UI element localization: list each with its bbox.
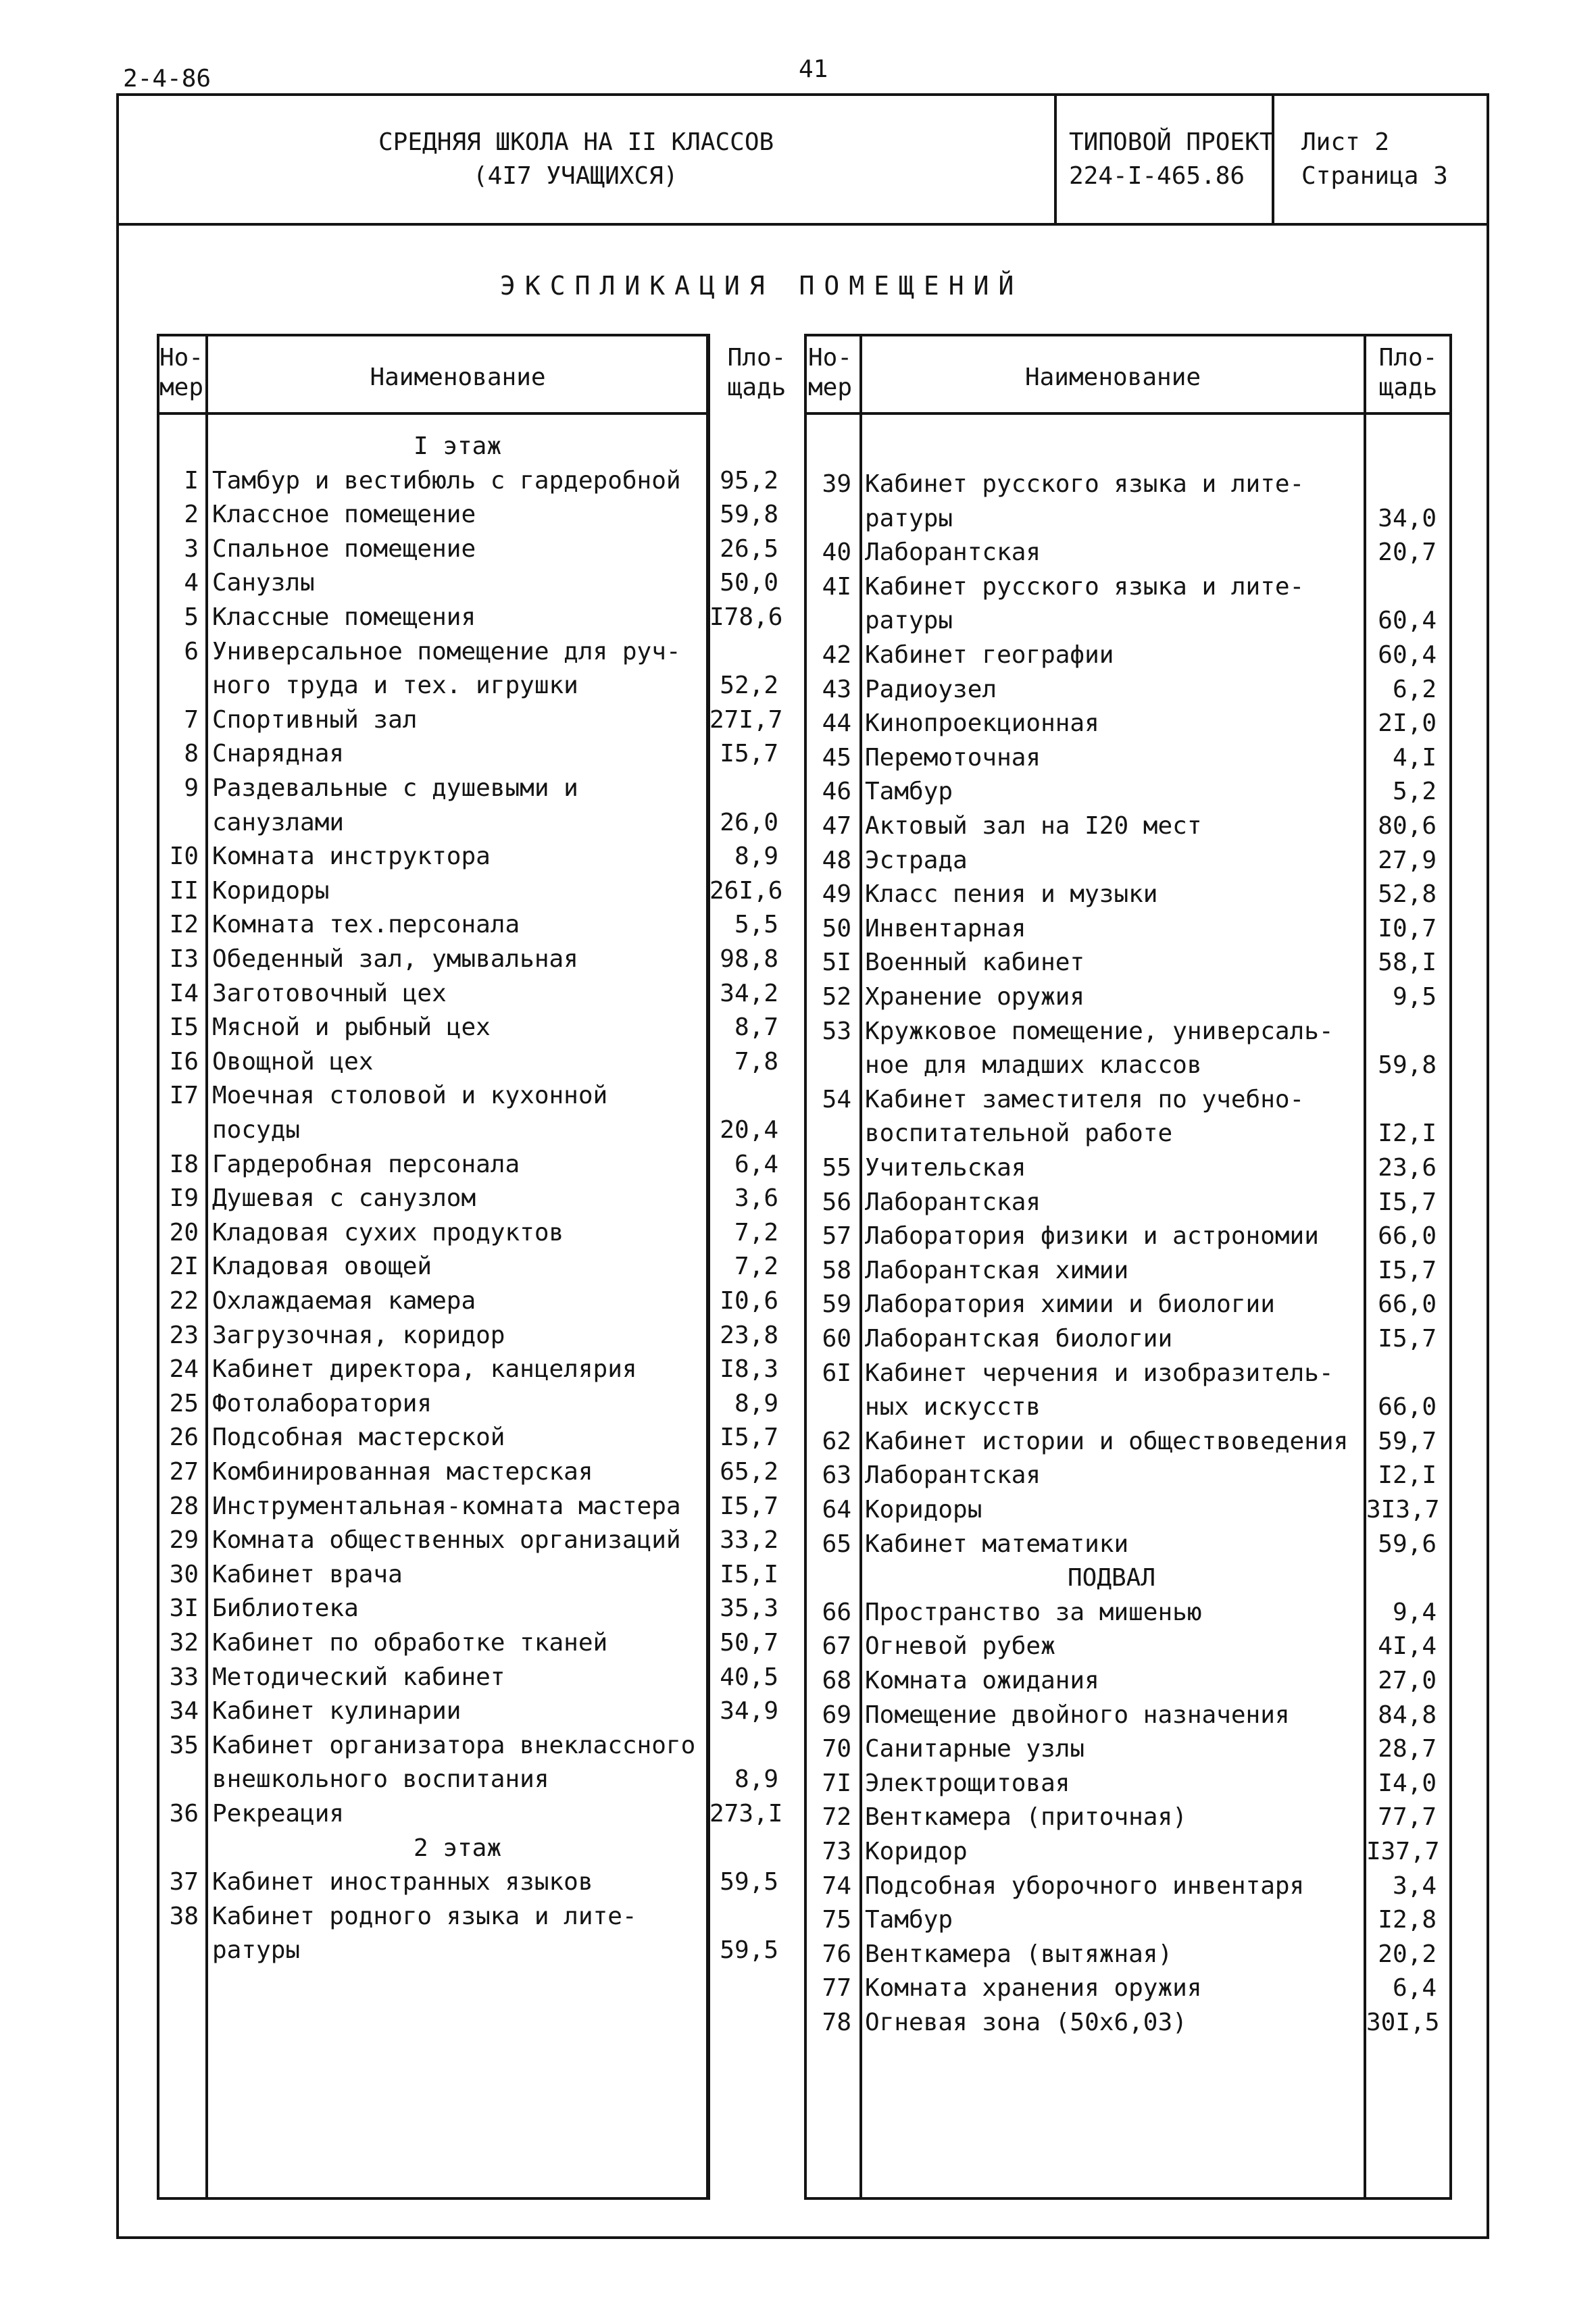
room-area: 6,2 — [1392, 675, 1437, 703]
row-number: 2I — [169, 1253, 199, 1281]
room-name: Лаборантская биологии — [865, 1325, 1173, 1353]
room-area: 7,8 — [734, 1047, 778, 1076]
row-number: 49 — [822, 880, 851, 909]
row-number: 74 — [822, 1871, 851, 1900]
room-area: 35,3 — [720, 1594, 778, 1623]
row-number: 55 — [822, 1154, 851, 1182]
room-name: Комбинированная мастерская — [212, 1458, 593, 1486]
room-name: Классное помещение — [212, 501, 476, 529]
room-name: Кладовая овощей — [212, 1253, 432, 1281]
room-area: I5,7 — [720, 740, 778, 768]
row-number: 2 — [184, 501, 199, 529]
row-number: 8 — [184, 740, 199, 768]
right-header-num: Но- мер — [808, 344, 853, 401]
row-number: 4I — [822, 572, 851, 601]
room-area: 4,I — [1392, 743, 1437, 772]
room-area: 3,4 — [1392, 1871, 1437, 1900]
room-area: 66,0 — [1378, 1222, 1437, 1251]
room-area: 7,2 — [734, 1218, 778, 1247]
room-area: 20,2 — [1378, 1940, 1437, 1968]
room-name: Учительская — [865, 1154, 1026, 1182]
room-name: Помещение двойного назначения — [865, 1701, 1290, 1729]
room-name: Кабинет математики — [865, 1530, 1129, 1558]
row-number: 68 — [822, 1667, 851, 1694]
row-number: 65 — [822, 1530, 851, 1558]
room-area: I8,3 — [720, 1355, 778, 1384]
room-name: Кабинет заместителя по учебно- — [865, 1085, 1305, 1113]
room-name: Огневой рубеж — [865, 1632, 1055, 1661]
room-area: 60,4 — [1378, 607, 1437, 635]
room-name: Комната хранения оружия — [865, 1974, 1202, 2003]
room-area: I5,7 — [720, 1492, 778, 1520]
room-name: Коридоры — [865, 1496, 982, 1524]
row-number: 38 — [169, 1902, 199, 1930]
row-number: 22 — [169, 1287, 199, 1315]
room-name: Эстрада — [865, 846, 968, 874]
room-area: 28,7 — [1378, 1735, 1437, 1763]
row-number: 39 — [822, 470, 851, 498]
room-name: Кабинет географии — [865, 641, 1114, 669]
room-name: Загрузочная, коридор — [212, 1321, 505, 1349]
room-area: I5,7 — [1378, 1188, 1437, 1216]
row-number: 3I — [169, 1594, 199, 1623]
row-number: 75 — [822, 1906, 851, 1934]
room-area: I2,8 — [1378, 1906, 1437, 1934]
room-name: Комната ожидания — [865, 1667, 1099, 1694]
room-area: 59,5 — [720, 1868, 778, 1896]
room-name: Лаборантская — [865, 538, 1041, 567]
row-number: I — [184, 466, 199, 495]
room-area: 40,5 — [720, 1663, 778, 1691]
room-name: Венткамера (приточная) — [865, 1803, 1187, 1832]
row-number: I9 — [169, 1184, 199, 1213]
room-name: Лаборатория физики и астрономии — [865, 1222, 1319, 1251]
right-header-area: Пло- щадь — [1378, 344, 1438, 401]
room-name: Кабинет истории и обществоведения — [865, 1427, 1349, 1455]
left-col-divider-num — [205, 334, 208, 2200]
room-name: Хранение оружия — [865, 983, 1085, 1011]
room-name: Раздевальные с душевыми и — [212, 774, 578, 802]
room-name: Библиотека — [212, 1594, 359, 1623]
row-number: 33 — [169, 1663, 199, 1691]
room-area: 20,7 — [1378, 538, 1437, 567]
room-name: Комната тех.персонала — [212, 911, 520, 939]
row-number: 64 — [822, 1496, 851, 1524]
row-number: 44 — [822, 709, 851, 738]
row-number: 35 — [169, 1731, 199, 1759]
row-number: 36 — [169, 1800, 199, 1828]
room-name: Перемоточная — [865, 743, 1041, 772]
row-number: 4 — [184, 569, 199, 597]
stamp-sheet: Лист 2 — [1301, 128, 1390, 156]
row-number: 27 — [169, 1458, 199, 1486]
row-number: 40 — [822, 538, 851, 567]
row-number: 25 — [169, 1389, 199, 1417]
row-number: 69 — [822, 1701, 851, 1729]
room-name: ных искусств — [865, 1393, 1041, 1422]
room-area: 50,0 — [720, 569, 778, 597]
left-header-num: Но- мер — [159, 344, 204, 401]
row-number: 67 — [822, 1632, 851, 1661]
room-name: Лаборантская химии — [865, 1256, 1129, 1284]
row-number: 77 — [822, 1974, 851, 2003]
section-heading: ПОДВАЛ — [1067, 1564, 1156, 1592]
room-name: Кабинет русского языка и лите- — [865, 572, 1305, 601]
room-area: I4,0 — [1378, 1769, 1437, 1797]
right-col-divider-num — [859, 334, 862, 2200]
row-number: 72 — [822, 1803, 851, 1832]
room-area: 34,0 — [1378, 504, 1437, 532]
room-name: Кабинет родного языка и лите- — [212, 1902, 637, 1930]
room-name: Заготовочный цех — [212, 979, 447, 1007]
row-number: 30 — [169, 1560, 199, 1588]
room-area: 52,2 — [720, 672, 778, 700]
room-name: Кинопроекционная — [865, 709, 1099, 738]
row-number: I5 — [169, 1013, 199, 1042]
room-name: Лаборантская — [865, 1461, 1041, 1490]
room-area: 66,0 — [1378, 1393, 1437, 1422]
room-area: 60,4 — [1378, 641, 1437, 669]
stamp-title-line2: (4I7 УЧАЩИХСЯ) — [473, 162, 678, 190]
room-name: Кабинет организатора внеклассного — [212, 1731, 696, 1759]
room-area: 9,4 — [1392, 1598, 1437, 1626]
row-number: I4 — [169, 979, 199, 1007]
room-area: 27,9 — [1378, 846, 1437, 874]
row-number: 56 — [822, 1188, 851, 1216]
left-header-rule — [157, 412, 709, 415]
room-name: Огневая зона (50х6,03) — [865, 2009, 1187, 2036]
room-area: 5,5 — [734, 911, 778, 939]
row-number: 23 — [169, 1321, 199, 1349]
room-name: Фотолаборатория — [212, 1389, 432, 1417]
room-area: 95,2 — [720, 466, 778, 495]
room-name: Классные помещения — [212, 603, 476, 631]
room-area: 66,0 — [1378, 1290, 1437, 1319]
row-number: 53 — [822, 1017, 851, 1045]
room-name: Класс пения и музыки — [865, 880, 1158, 909]
room-name: Подсобная мастерской — [212, 1424, 505, 1452]
room-name: Кабинет кулинарии — [212, 1697, 462, 1726]
row-number: 47 — [822, 812, 851, 840]
stamp-divider-1 — [1054, 93, 1057, 224]
room-name: Методический кабинет — [212, 1663, 505, 1691]
room-name: Кабинет директора, канцелярия — [212, 1355, 637, 1384]
room-name: Актовый зал на I20 мест — [865, 812, 1202, 840]
room-area: 65,2 — [720, 1458, 778, 1486]
room-name: Тамбур — [865, 778, 953, 806]
room-name: Кабинет по обработке тканей — [212, 1629, 608, 1657]
room-area: 33,2 — [720, 1526, 778, 1555]
row-number: 57 — [822, 1222, 851, 1251]
room-area: 3,6 — [734, 1184, 778, 1213]
room-area: 84,8 — [1378, 1701, 1437, 1729]
stamp-project-number: 224-I-465.86 — [1069, 162, 1245, 190]
room-name: Охлаждаемая камера — [212, 1287, 476, 1315]
row-number: 37 — [169, 1868, 199, 1896]
row-number: 5I — [822, 949, 851, 977]
page-number: 41 — [799, 55, 828, 83]
row-number: 60 — [822, 1325, 851, 1353]
row-number: 29 — [169, 1526, 199, 1555]
row-number: 3 — [184, 534, 199, 563]
room-area: 3I3,7 — [1366, 1496, 1440, 1524]
room-area: 26,5 — [720, 534, 778, 563]
room-name: Спальное помещение — [212, 534, 476, 563]
room-area: 6,4 — [734, 1150, 778, 1178]
room-area: I5,7 — [1378, 1325, 1437, 1353]
room-name: Электрощитовая — [865, 1769, 1070, 1797]
room-area: 50,7 — [720, 1629, 778, 1657]
room-name: внешкольного воспитания — [212, 1765, 549, 1794]
room-name: Кладовая сухих продуктов — [212, 1218, 564, 1247]
right-header-rule — [804, 412, 1452, 415]
room-area: 27,0 — [1378, 1667, 1437, 1694]
row-number: 26 — [169, 1424, 199, 1452]
row-number: 34 — [169, 1697, 199, 1726]
room-area: I2,I — [1378, 1461, 1437, 1490]
room-name: Комната общественных организаций — [212, 1526, 681, 1555]
room-name: Снарядная — [212, 740, 345, 768]
row-number: I2 — [169, 911, 199, 939]
room-name: Обеденный зал, умывальная — [212, 945, 578, 973]
stamp-project-label: ТИПОВОЙ ПРОЕКТ — [1069, 128, 1274, 156]
row-number: 73 — [822, 1838, 851, 1865]
room-area: I5,I — [720, 1560, 778, 1588]
room-name: ное для младших классов — [865, 1051, 1202, 1080]
room-area: 52,8 — [1378, 880, 1437, 909]
room-name: Санузлы — [212, 569, 315, 597]
room-name: Мясной и рыбный цех — [212, 1013, 491, 1042]
row-number: 70 — [822, 1735, 851, 1763]
row-number: 50 — [822, 914, 851, 942]
room-name: Пространство за мишенью — [865, 1598, 1202, 1626]
row-number: I0 — [169, 842, 199, 871]
room-area: 98,8 — [720, 945, 778, 973]
room-area: 34,9 — [720, 1697, 778, 1726]
left-header-area: Пло- щадь — [727, 344, 787, 401]
room-area: 59,8 — [720, 501, 778, 529]
room-name: Военный кабинет — [865, 949, 1085, 977]
row-number: 7 — [184, 705, 199, 734]
section-heading: I этаж — [413, 432, 502, 460]
room-name: Кабинет врача — [212, 1560, 403, 1588]
room-area: 59,8 — [1378, 1051, 1437, 1080]
doc-title: ЭКСПЛИКАЦИЯ ПОМЕЩЕНИЙ — [500, 271, 1024, 301]
room-area: 23,8 — [720, 1321, 778, 1349]
stamp-title-line1: СРЕДНЯЯ ШКОЛА НА II КЛАССОВ — [378, 128, 774, 156]
room-area: 26I,6 — [709, 876, 783, 905]
room-area: I2,I — [1378, 1120, 1437, 1148]
room-name: Санитарные узлы — [865, 1735, 1085, 1763]
room-name: ратуры — [865, 504, 953, 532]
room-area: 77,7 — [1378, 1803, 1437, 1832]
room-area: 273,I — [709, 1800, 783, 1828]
room-name: Рекреация — [212, 1800, 345, 1828]
room-name: санузлами — [212, 808, 345, 836]
room-area: 59,7 — [1378, 1427, 1437, 1455]
room-name: Моечная столовой и кухонной — [212, 1082, 608, 1110]
row-number: 43 — [822, 675, 851, 703]
room-name: посуды — [212, 1116, 301, 1144]
room-area: I0,6 — [720, 1287, 778, 1315]
row-number: 76 — [822, 1940, 851, 1968]
room-name: Радиоузел — [865, 675, 997, 703]
room-area: 26,0 — [720, 808, 778, 836]
room-name: ратуры — [865, 607, 953, 635]
row-number: I6 — [169, 1047, 199, 1076]
room-area: 30I,5 — [1366, 2009, 1440, 2036]
row-number: I7 — [169, 1082, 199, 1110]
row-number: 63 — [822, 1461, 851, 1490]
left-header-name: Наименование — [370, 363, 546, 391]
room-name: Овощной цех — [212, 1047, 374, 1076]
stamp-bottom-rule — [116, 223, 1489, 226]
room-name: Душевая с санузлом — [212, 1184, 476, 1213]
row-number: 62 — [822, 1427, 851, 1455]
row-number: 7I — [822, 1769, 851, 1797]
room-name: Универсальное помещение для руч- — [212, 637, 681, 665]
room-area: 7,2 — [734, 1253, 778, 1281]
room-area: 8,9 — [734, 842, 778, 871]
room-area: 4I,4 — [1378, 1632, 1437, 1661]
row-number: 58 — [822, 1256, 851, 1284]
room-name: Тамбур — [865, 1906, 953, 1934]
row-number: 78 — [822, 2009, 851, 2036]
row-number: 9 — [184, 774, 199, 802]
room-area: 6,4 — [1392, 1974, 1437, 2003]
row-number: 20 — [169, 1218, 199, 1247]
room-area: 80,6 — [1378, 812, 1437, 840]
row-number: 52 — [822, 983, 851, 1011]
room-area: 8,9 — [734, 1765, 778, 1794]
room-name: Кабинет иностранных языков — [212, 1868, 593, 1896]
room-area: 34,2 — [720, 979, 778, 1007]
row-number: I8 — [169, 1150, 199, 1178]
section-heading: 2 этаж — [413, 1834, 502, 1862]
row-number: 24 — [169, 1355, 199, 1384]
room-area: 9,5 — [1392, 983, 1437, 1011]
room-area: 58,I — [1378, 949, 1437, 977]
row-number: 5 — [184, 603, 199, 631]
room-name: Кружковое помещение, универсаль- — [865, 1017, 1334, 1045]
room-name: Коридоры — [212, 876, 330, 905]
room-area: 27I,7 — [709, 705, 783, 734]
room-area: I5,7 — [720, 1424, 778, 1452]
room-name: ратуры — [212, 1936, 301, 1965]
room-area: I78,6 — [709, 603, 783, 631]
room-area: 2I,0 — [1378, 709, 1437, 738]
room-area: 8,9 — [734, 1389, 778, 1417]
room-area: I37,7 — [1366, 1838, 1440, 1865]
room-name: Лаборатория химии и биологии — [865, 1290, 1275, 1319]
row-number: 42 — [822, 641, 851, 669]
row-number: 48 — [822, 846, 851, 874]
room-name: воспитательной работе — [865, 1120, 1173, 1148]
room-area: 5,2 — [1392, 778, 1437, 806]
room-name: Лаборантская — [865, 1188, 1041, 1216]
row-number: 59 — [822, 1290, 851, 1319]
row-number: II — [169, 876, 199, 905]
row-number: 32 — [169, 1629, 199, 1657]
room-name: Комната инструктора — [212, 842, 491, 871]
room-area: I5,7 — [1378, 1256, 1437, 1284]
room-area: 59,6 — [1378, 1530, 1437, 1558]
room-name: ного труда и тех. игрушки — [212, 672, 578, 700]
room-name: Инвентарная — [865, 914, 1026, 942]
row-number: I3 — [169, 945, 199, 973]
row-number: 6 — [184, 637, 199, 665]
top-code: 2-4-86 — [123, 65, 211, 93]
room-area: 20,4 — [720, 1116, 778, 1144]
room-name: Инструментальная-комната мастера — [212, 1492, 681, 1520]
room-name: Гардеробная персонала — [212, 1150, 520, 1178]
room-area: I0,7 — [1378, 914, 1437, 942]
row-number: 6I — [822, 1359, 851, 1387]
room-name: Подсобная уборочного инвентаря — [865, 1871, 1305, 1900]
row-number: 45 — [822, 743, 851, 772]
row-number: 54 — [822, 1085, 851, 1113]
stamp-page: Страница 3 — [1301, 162, 1448, 190]
row-number: 46 — [822, 778, 851, 806]
room-name: Кабинет черчения и изобразитель- — [865, 1359, 1334, 1387]
room-area: 8,7 — [734, 1013, 778, 1042]
room-area: 23,6 — [1378, 1154, 1437, 1182]
row-number: 66 — [822, 1598, 851, 1626]
room-name: Кабинет русского языка и лите- — [865, 470, 1305, 498]
room-name: Тамбур и вестибюль с гардеробной — [212, 466, 681, 495]
row-number: 28 — [169, 1492, 199, 1520]
room-name: Коридор — [865, 1838, 968, 1865]
right-header-name: Наименование — [1024, 363, 1201, 391]
room-name: Спортивный зал — [212, 705, 418, 734]
room-area: 59,5 — [720, 1936, 778, 1965]
room-name: Венткамера (вытяжная) — [865, 1940, 1173, 1968]
